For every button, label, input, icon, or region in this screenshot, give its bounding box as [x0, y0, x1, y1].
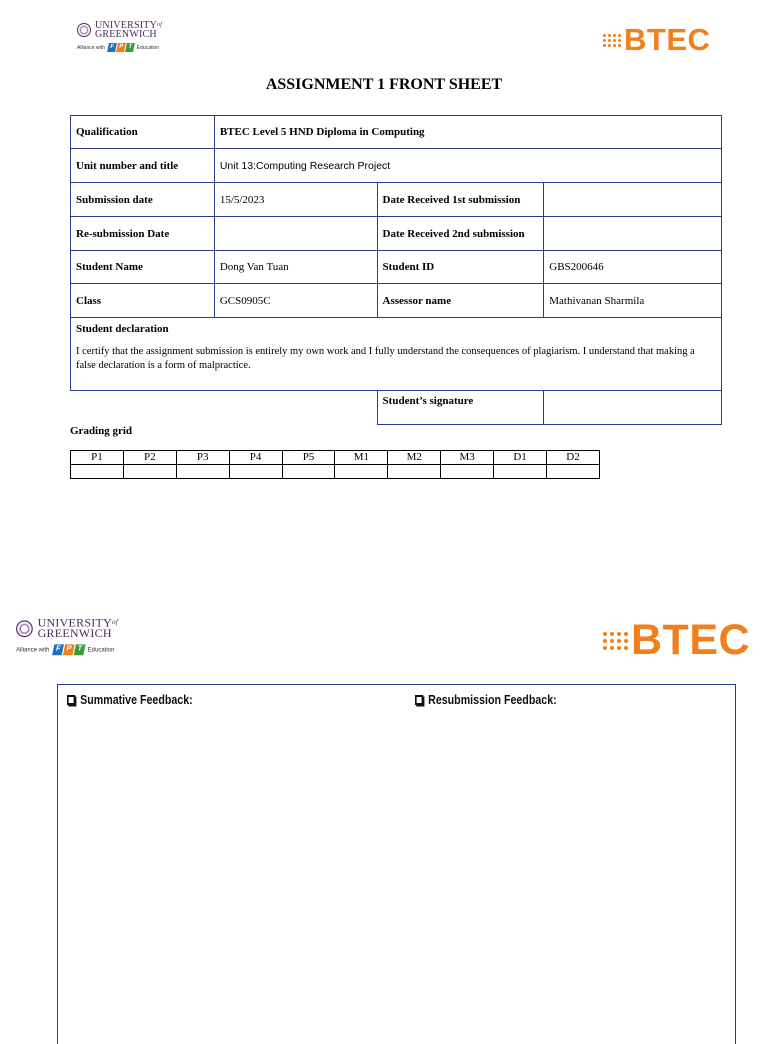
grade-column-p1: P1: [71, 451, 124, 465]
grade-value-m3: [441, 465, 494, 479]
checkbox-icon[interactable]: [415, 695, 423, 705]
table-row: [71, 217, 722, 251]
student-id-label: Student ID: [377, 251, 544, 284]
submission-date-label: Submission date: [71, 183, 215, 217]
university-name-line2: GREENWICH: [37, 627, 112, 641]
grade-value-d1: [494, 465, 547, 479]
university-logo: [77, 21, 162, 52]
class-value: GCS0905C: [214, 284, 377, 318]
page-title: ASSIGNMENT 1 FRONT SHEET: [265, 76, 503, 93]
table-row: [71, 116, 722, 149]
date-received-1-label: Date Received 1st submission: [377, 183, 544, 217]
university-crest-icon: [16, 620, 33, 637]
table-row: [71, 149, 722, 183]
alliance-text: Alliance with: [16, 646, 50, 654]
unit-value: Unit 13:Computing Research Project: [214, 149, 721, 183]
education-text: Education: [87, 646, 115, 654]
fpt-letter-p: P: [116, 43, 126, 52]
fpt-logo-icon: [108, 43, 134, 52]
table-row: [71, 284, 722, 318]
table-row: [71, 251, 722, 284]
declaration-heading: Student declaration: [76, 323, 169, 335]
grading-grid-label: Grading grid: [70, 425, 133, 437]
signature-label: Student’s signature: [377, 391, 544, 425]
grade-value-p2: [123, 465, 176, 479]
resubmission-feedback-label: Resubmission Feedback:: [428, 692, 557, 707]
grade-column-d2: D2: [547, 451, 600, 465]
fpt-letter-t: T: [73, 644, 85, 655]
front-sheet-table: [70, 115, 722, 425]
declaration-text: I certify that the assignment submission is entirely my own work and I fully understand the consequences of plagiarism. I understand that making a false declaration is a form of malpractice.: [76, 346, 695, 371]
resubmission-feedback-heading: [415, 692, 557, 707]
signature-value: [544, 391, 722, 425]
table-row: [71, 183, 722, 217]
fpt-logo-icon: [53, 644, 84, 655]
university-of: of: [157, 22, 163, 28]
grade-column-d1: D1: [494, 451, 547, 465]
alliance-text: Alliance with: [77, 44, 105, 51]
university-of: of: [112, 619, 119, 627]
summative-feedback-label: Summative Feedback:: [80, 692, 193, 707]
university-name-line2: GREENWICH: [95, 29, 157, 40]
resubmission-date-label: Re-submission Date: [71, 217, 215, 251]
fpt-letter-t: T: [125, 43, 135, 52]
btec-logo-page2: [603, 616, 750, 665]
declaration-cell: [71, 318, 722, 391]
university-name-line1: UNIVERSITY: [95, 20, 157, 31]
qualification-label: Qualification: [71, 116, 215, 149]
university-name-line1: UNIVERSITY: [37, 616, 112, 630]
grade-column-m1: M1: [335, 451, 388, 465]
checkbox-icon[interactable]: [67, 695, 75, 705]
btec-wordmark: BTEC: [624, 22, 711, 57]
grade-column-m2: M2: [388, 451, 441, 465]
grade-column-p5: P5: [282, 451, 335, 465]
grade-value-p3: [176, 465, 229, 479]
unit-label: Unit number and title: [71, 149, 215, 183]
grade-value-d2: [547, 465, 600, 479]
grade-value-m1: [335, 465, 388, 479]
assessor-label: Assessor name: [377, 284, 544, 318]
grade-value-m2: [388, 465, 441, 479]
grade-column-m3: M3: [441, 451, 494, 465]
grading-grid-value-row: [71, 465, 600, 479]
grade-value-p4: [229, 465, 282, 479]
resubmission-date-value: [214, 217, 377, 251]
submission-date-value: 15/5/2023: [214, 183, 377, 217]
qualification-value: BTEC Level 5 HND Diploma in Computing: [214, 116, 721, 149]
grading-grid-table: [70, 450, 600, 479]
student-name-label: Student Name: [71, 251, 215, 284]
btec-dots-icon: [603, 632, 628, 650]
table-row: [71, 391, 722, 425]
btec-wordmark: BTEC: [631, 616, 751, 664]
feedback-box: [57, 684, 736, 1044]
class-label: Class: [71, 284, 215, 318]
date-received-2-value: [544, 217, 722, 251]
table-row: [71, 318, 722, 391]
date-received-1-value: [544, 183, 722, 217]
grade-value-p5: [282, 465, 335, 479]
grade-value-p1: [71, 465, 124, 479]
university-crest-icon: [77, 23, 91, 37]
grading-grid-header-row: [71, 451, 600, 465]
date-received-2-label: Date Received 2nd submission: [377, 217, 544, 251]
student-name-value: Dong Van Tuan: [214, 251, 377, 284]
summative-feedback-heading: [67, 692, 193, 707]
grade-column-p3: P3: [176, 451, 229, 465]
university-logo-page2: [16, 618, 118, 655]
grade-column-p4: P4: [229, 451, 282, 465]
fpt-letter-f: F: [52, 644, 64, 655]
education-text: Education: [136, 44, 160, 51]
fpt-letter-f: F: [107, 43, 117, 52]
blank-cell: [71, 391, 378, 425]
fpt-letter-p: P: [63, 644, 75, 655]
btec-dots-icon: [603, 34, 621, 47]
grade-column-p2: P2: [123, 451, 176, 465]
assessor-value: Mathivanan Sharmila: [544, 284, 722, 318]
student-id-value: GBS200646: [544, 251, 722, 284]
btec-logo: [603, 22, 710, 58]
